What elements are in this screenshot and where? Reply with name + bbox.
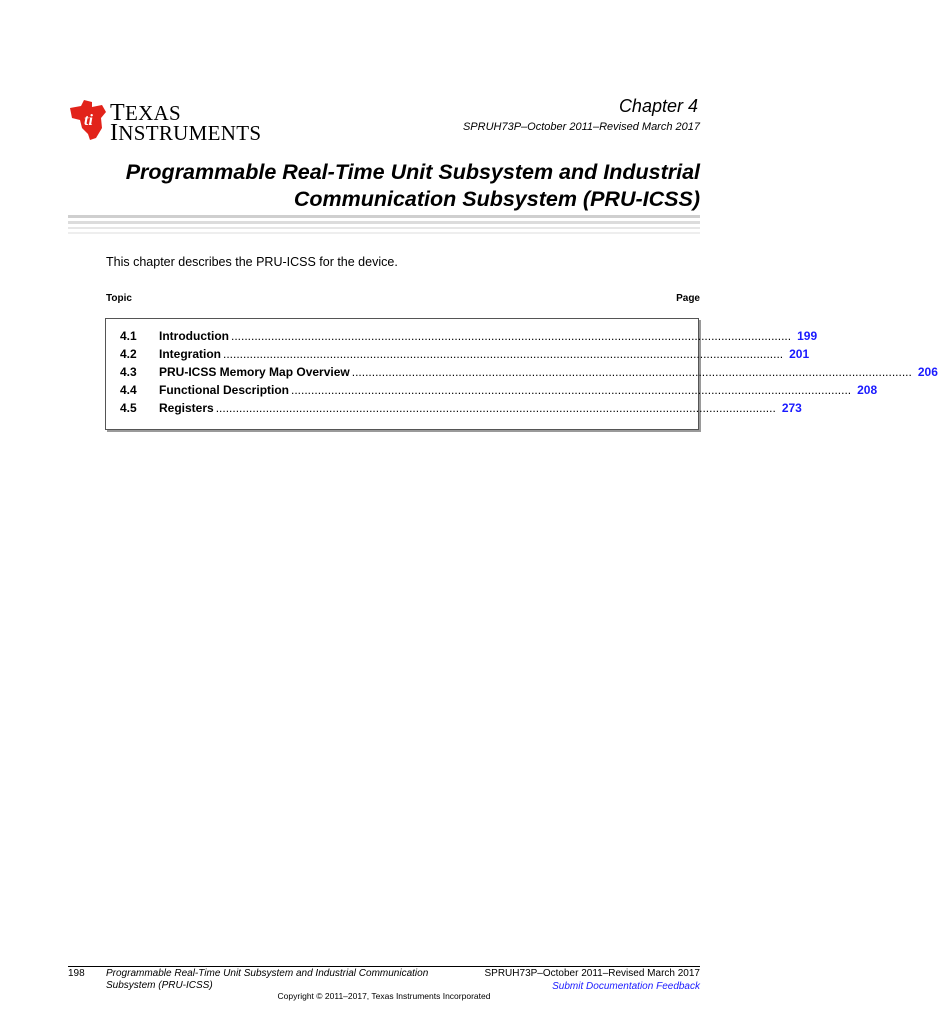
toc-topic-header: Topic	[106, 293, 132, 304]
ti-logo-icon	[68, 98, 108, 142]
toc-num: 4.1	[120, 329, 137, 343]
toc-box	[105, 318, 938, 430]
ti-logo	[68, 96, 268, 148]
toc-leader-dots: ........................................................................................................................................................................	[215, 401, 776, 415]
header-doc-revision: SPRUH73P–October 2011–Revised March 2017	[462, 121, 700, 133]
title-rule-4	[68, 232, 700, 234]
chapter-title-line2: Communication Subsystem (PRU-ICSS)	[293, 187, 700, 211]
toc-row[interactable]	[120, 329, 818, 347]
toc-num: 4.4	[120, 383, 137, 397]
toc-page-link[interactable]: 273	[781, 401, 802, 415]
toc-page-header: Page	[676, 293, 700, 304]
toc-num: 4.2	[120, 347, 137, 361]
title-rule-2	[68, 221, 700, 224]
toc-leader-dots: ........................................................................................................................................................................	[351, 365, 912, 379]
toc-num: 4.3	[120, 365, 137, 379]
chapter-title	[60, 159, 700, 213]
toc-title[interactable]: Functional Description	[159, 383, 290, 397]
toc-row[interactable]	[120, 383, 878, 401]
toc-page-link[interactable]: 206	[917, 365, 938, 379]
toc-page-link[interactable]: 208	[857, 383, 878, 397]
toc-title[interactable]: Registers	[159, 401, 214, 415]
toc-row[interactable]	[120, 365, 938, 383]
toc-row[interactable]	[120, 401, 802, 419]
toc-page-link[interactable]: 201	[789, 347, 810, 361]
chapter-intro: This chapter describes the PRU-ICSS for the device.	[106, 255, 398, 269]
footer-title: Programmable Real-Time Unit Subsystem and Industrial Communication Subsystem (PRU-ICSS)	[106, 968, 429, 991]
toc-title[interactable]: PRU-ICSS Memory Map Overview	[159, 365, 350, 379]
footer-doc-revision: SPRUH73P–October 2011–Revised March 2017	[484, 968, 700, 979]
title-rule-1	[68, 215, 700, 218]
chapter-label: Chapter 4	[618, 96, 698, 116]
toc-leader-dots: ........................................................................................................................................................................	[223, 347, 784, 361]
svg-text:ti: ti	[84, 112, 93, 129]
toc-leader-dots: ........................................................................................................................................................................	[230, 329, 792, 343]
toc-title[interactable]: Introduction	[159, 329, 229, 343]
feedback-link[interactable]: Submit Documentation Feedback	[552, 981, 700, 992]
logo-word-texas-rest: EXAS	[124, 101, 182, 125]
title-rule-3	[68, 227, 700, 229]
footer-copyright: Copyright © 2011–2017, Texas Instruments Incorporated	[277, 991, 491, 1001]
chapter-title-line1: Programmable Real-Time Unit Subsystem and Industrial	[125, 160, 700, 184]
footer-page-number: 198	[68, 968, 85, 979]
logo-word-texas: TEXAS	[110, 100, 182, 126]
toc-num: 4.5	[120, 401, 137, 415]
toc-page-link[interactable]: 199	[797, 329, 818, 343]
logo-word-instruments-rest: NSTRUMENTS	[118, 121, 262, 145]
toc-leader-dots: ........................................................................................................................................................................	[291, 383, 852, 397]
logo-word-instruments: INSTRUMENTS	[110, 120, 262, 146]
toc-row[interactable]	[120, 347, 810, 365]
toc-title[interactable]: Integration	[159, 347, 221, 361]
footer-rule	[68, 966, 700, 967]
